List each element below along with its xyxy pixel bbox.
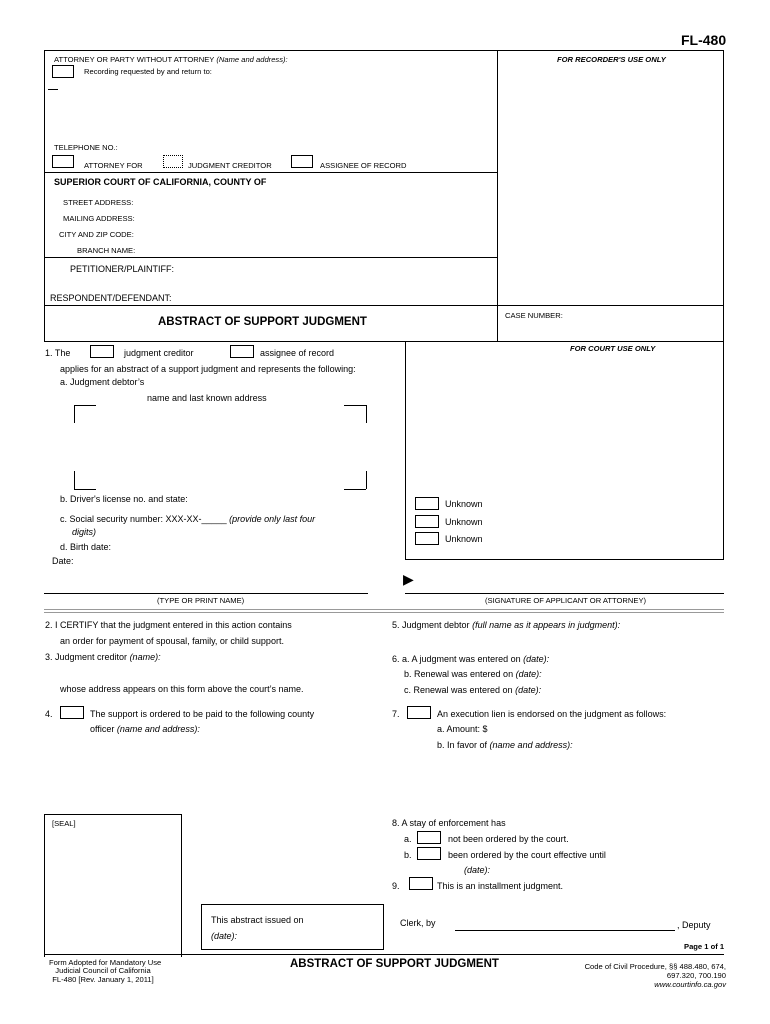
address-corner-tr-v bbox=[366, 405, 367, 423]
form-number: FL-480 bbox=[681, 32, 727, 48]
item6-a bbox=[392, 654, 549, 664]
separator-2 bbox=[44, 612, 724, 613]
address-corner-tl-v bbox=[74, 405, 75, 423]
attorney-header-text: ATTORNEY OR PARTY WITHOUT ATTORNEY bbox=[54, 55, 215, 64]
item3-text: 3. Judgment creditor bbox=[45, 652, 128, 662]
recorder-use-label: FOR RECORDER'S USE ONLY bbox=[557, 55, 666, 64]
item6-c bbox=[404, 685, 541, 695]
court-title: SUPERIOR COURT OF CALIFORNIA, COUNTY OF bbox=[54, 177, 267, 187]
code-line2: 697.320, 700.190 bbox=[666, 971, 726, 980]
court-use-label: FOR COURT USE ONLY bbox=[570, 344, 656, 353]
unknown-label-3: Unknown bbox=[445, 534, 483, 544]
top-border bbox=[44, 50, 724, 51]
item3-line1 bbox=[45, 652, 161, 662]
item6-c-text: c. Renewal was entered on bbox=[404, 685, 513, 695]
item1-creditor-label: judgment creditor bbox=[124, 348, 194, 358]
item2-line1: 2. I CERTIFY that the judgment entered in this action contains bbox=[45, 620, 292, 630]
item5-text: 5. Judgment debtor bbox=[392, 620, 470, 630]
case-number-label: CASE NUMBER: bbox=[505, 311, 563, 320]
item1-prefix: 1. The bbox=[45, 348, 71, 358]
address-corner-br-h bbox=[344, 489, 366, 490]
left-border bbox=[44, 50, 45, 342]
middle-divider bbox=[497, 50, 498, 342]
city-zip-label: CITY AND ZIP CODE: bbox=[59, 230, 134, 239]
item6-c-hint: (date): bbox=[515, 685, 542, 695]
item6-a-text: 6. a. A judgment was entered on bbox=[392, 654, 521, 664]
code-line1: Code of Civil Procedure, §§ 488.480, 674, bbox=[584, 962, 726, 971]
item7-number: 7. bbox=[392, 709, 400, 719]
branch-name-label: BRANCH NAME: bbox=[77, 246, 136, 255]
footer-line bbox=[44, 954, 724, 955]
item8-b-checkbox[interactable] bbox=[417, 847, 441, 860]
item1-assignee-checkbox[interactable] bbox=[230, 345, 254, 358]
court-use-bottom bbox=[405, 559, 724, 560]
type-name-line[interactable] bbox=[44, 593, 368, 594]
item7-a: a. Amount: $ bbox=[437, 724, 488, 734]
item4-line2 bbox=[90, 724, 200, 734]
unknown-label-1: Unknown bbox=[445, 499, 483, 509]
respondent-label: RESPONDENT/DEFENDANT: bbox=[50, 293, 172, 303]
item3-hint: (name): bbox=[129, 652, 161, 662]
item1-line2: applies for an abstract of a support judgment and represents the following: bbox=[60, 364, 356, 374]
item9-checkbox[interactable] bbox=[409, 877, 433, 890]
adopted-line1: Form Adopted for Mandatory Use bbox=[49, 958, 162, 967]
street-address-label: STREET ADDRESS: bbox=[63, 198, 134, 207]
item7-b bbox=[437, 740, 573, 750]
item1-creditor-checkbox[interactable] bbox=[90, 345, 114, 358]
footer-title: ABSTRACT OF SUPPORT JUDGMENT bbox=[290, 958, 499, 970]
item5-hint: (full name as it appears in judgment): bbox=[472, 620, 621, 630]
item7-line1: An execution lien is endorsed on the judgment as follows: bbox=[437, 709, 667, 719]
unknown-checkbox-2[interactable] bbox=[415, 515, 439, 528]
item1-d: d. Birth date: bbox=[60, 542, 112, 552]
clerk-signature-line[interactable] bbox=[455, 930, 675, 931]
separator-1 bbox=[44, 609, 724, 610]
address-corner-bl-v bbox=[74, 471, 75, 489]
attorney-header-hint: (Name and address): bbox=[216, 55, 288, 64]
title-top-line bbox=[44, 305, 724, 306]
item3-line2: whose address appears on this form above the court’s name. bbox=[60, 684, 304, 694]
item6-b-hint: (date): bbox=[515, 669, 542, 679]
judgment-creditor-label: JUDGMENT CREDITOR bbox=[188, 161, 272, 170]
signature-label: (SIGNATURE OF APPLICANT OR ATTORNEY) bbox=[485, 596, 647, 605]
assignee-checkbox[interactable] bbox=[291, 155, 313, 168]
judgment-creditor-checkbox[interactable] bbox=[163, 155, 183, 168]
item1-c-hint2: digits) bbox=[72, 527, 97, 537]
issued-label: This abstract issued on bbox=[211, 915, 304, 925]
adopted-line2: Judicial Council of California bbox=[55, 966, 151, 975]
seal-box bbox=[44, 814, 182, 957]
item4-hint: (name and address): bbox=[116, 724, 200, 734]
item7-b-hint: (name and address): bbox=[489, 740, 573, 750]
item4-line1: The support is ordered to be paid to the following county bbox=[90, 709, 315, 719]
page-label: Page 1 of 1 bbox=[684, 942, 725, 951]
item4-officer: officer bbox=[90, 724, 115, 734]
item1-b: b. Driver's license no. and state: bbox=[60, 494, 188, 504]
seal-label: [SEAL] bbox=[52, 819, 76, 828]
item1-c-hint: (provide only last four bbox=[229, 514, 316, 524]
unknown-checkbox-3[interactable] bbox=[415, 532, 439, 545]
parties-top-line bbox=[44, 257, 498, 258]
court-url-link[interactable]: www.courtinfo.ca.gov bbox=[654, 980, 726, 989]
petitioner-label: PETITIONER/PLAINTIFF: bbox=[70, 264, 175, 274]
item7-checkbox[interactable] bbox=[407, 706, 431, 719]
attorney-for-label: ATTORNEY FOR bbox=[84, 161, 143, 170]
clerk-label: Clerk, by bbox=[400, 918, 436, 928]
item6-b bbox=[404, 669, 542, 679]
item8-b-label: b. bbox=[404, 850, 412, 860]
mailing-address-label: MAILING ADDRESS: bbox=[63, 214, 135, 223]
type-name-label: (TYPE OR PRINT NAME) bbox=[157, 596, 245, 605]
form-title: ABSTRACT OF SUPPORT JUDGMENT bbox=[158, 316, 367, 328]
item8-b-hint: (date): bbox=[464, 865, 491, 875]
item2-line2: an order for payment of spousal, family, or child support. bbox=[60, 636, 284, 646]
adopted-line3: FL-480 [Rev. January 1, 2011] bbox=[52, 975, 154, 984]
item8-a-checkbox[interactable] bbox=[417, 831, 441, 844]
attorney-for-checkbox[interactable] bbox=[52, 155, 74, 168]
date-label: Date: bbox=[52, 556, 74, 566]
name-input-line[interactable] bbox=[48, 89, 58, 90]
telephone-label: TELEPHONE NO.: bbox=[54, 143, 118, 152]
item6-a-hint: (date): bbox=[523, 654, 550, 664]
deputy-label: , Deputy bbox=[677, 920, 711, 930]
item4-number: 4. bbox=[45, 709, 53, 719]
unknown-label-2: Unknown bbox=[445, 517, 483, 527]
item4-checkbox[interactable] bbox=[60, 706, 84, 719]
address-corner-bl-h bbox=[74, 489, 96, 490]
attorney-checkbox[interactable] bbox=[52, 65, 74, 78]
item8-b-text: been ordered by the court effective until bbox=[448, 850, 606, 860]
address-corner-br-v bbox=[366, 471, 367, 489]
signature-line[interactable] bbox=[405, 593, 724, 594]
item1-a: a. Judgment debtor’s bbox=[60, 377, 145, 387]
signature-arrow-icon: ▶ bbox=[403, 571, 414, 587]
item1-assignee-label: assignee of record bbox=[260, 348, 335, 358]
item7-b-text: b. In favor of bbox=[437, 740, 488, 750]
attorney-header bbox=[54, 55, 288, 64]
address-corner-tr-h bbox=[344, 405, 366, 406]
item9-text: This is an installment judgment. bbox=[437, 881, 564, 891]
item1-a2: name and last known address bbox=[147, 393, 267, 403]
court-use-left bbox=[405, 342, 406, 560]
item8-a-label: a. bbox=[404, 834, 412, 844]
assignee-label: ASSIGNEE OF RECORD bbox=[320, 161, 407, 170]
item8-line1: 8. A stay of enforcement has bbox=[392, 818, 506, 828]
address-corner-tl-h bbox=[74, 405, 96, 406]
item8-a-text: not been ordered by the court. bbox=[448, 834, 569, 844]
item5 bbox=[392, 620, 620, 630]
unknown-checkbox-1[interactable] bbox=[415, 497, 439, 510]
item6-b-text: b. Renewal was entered on bbox=[404, 669, 514, 679]
recording-label: Recording requested by and return to: bbox=[84, 67, 212, 76]
item1-c-text: c. Social security number: XXX-XX-_____ bbox=[60, 514, 227, 524]
title-bottom-line bbox=[44, 341, 724, 342]
court-top-line bbox=[44, 172, 498, 173]
item1-c bbox=[60, 514, 315, 524]
issued-hint: (date): bbox=[211, 931, 238, 941]
item9-number: 9. bbox=[392, 881, 400, 891]
issued-box bbox=[201, 904, 384, 950]
